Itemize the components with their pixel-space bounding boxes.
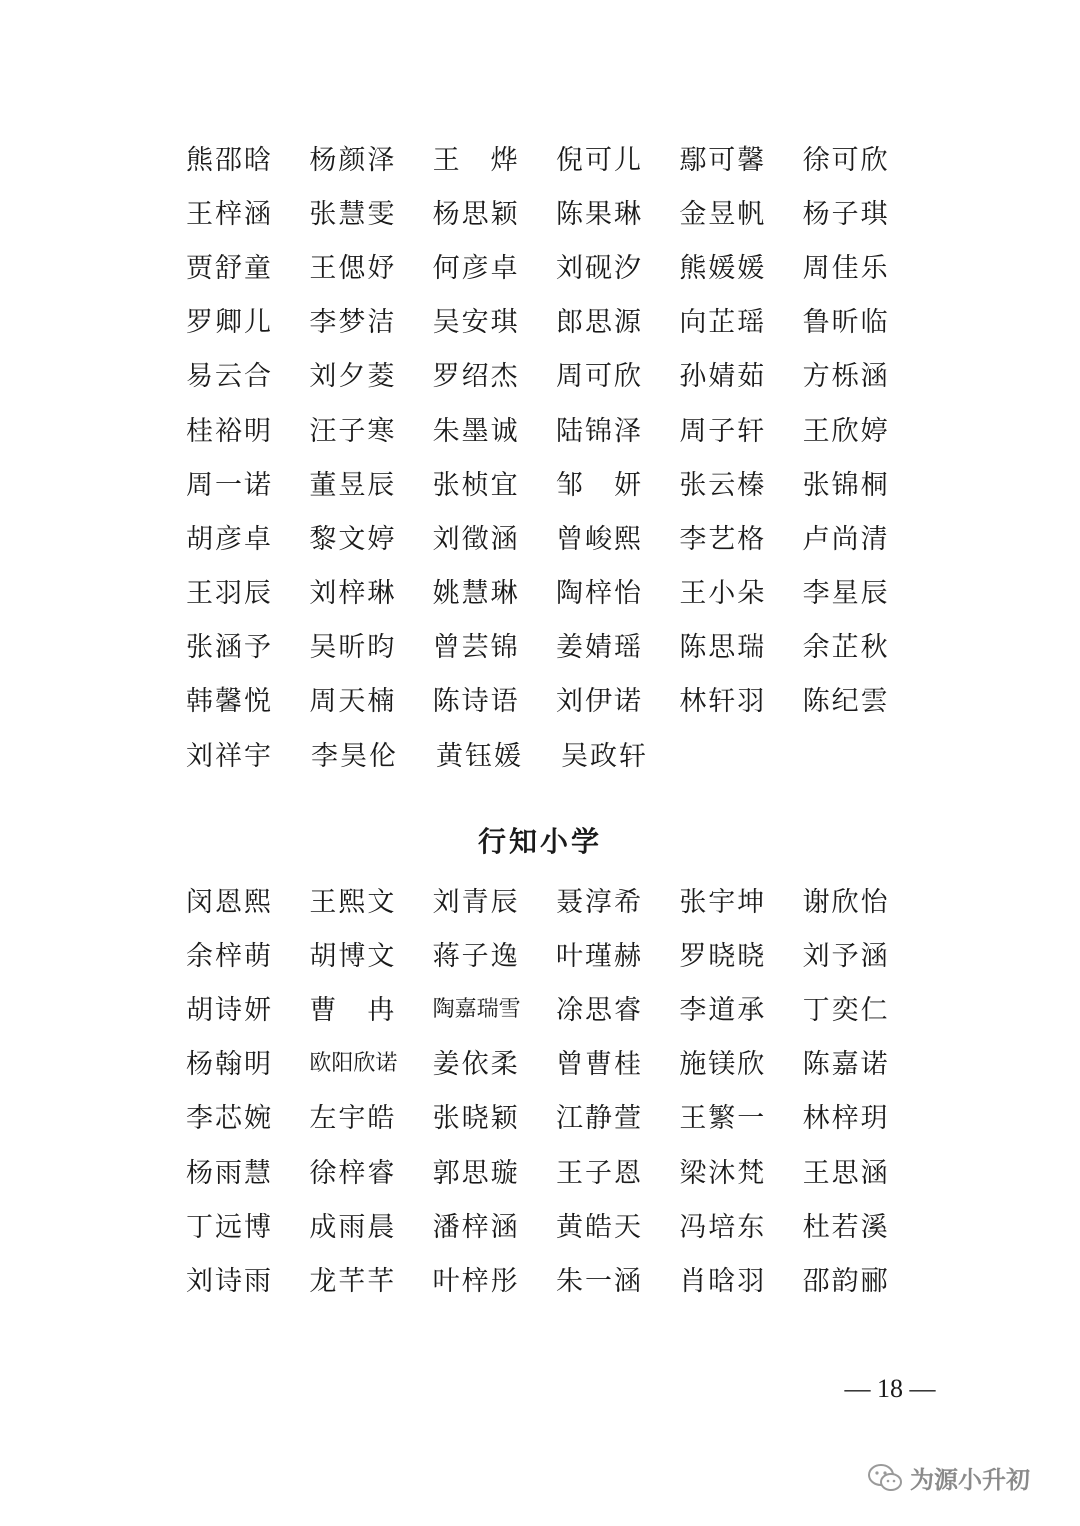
student-name: 姜婧瑶: [555, 632, 643, 664]
student-name: 何彦卓: [432, 252, 520, 284]
student-name: 王 烨: [432, 144, 520, 176]
student-name: 吴昕昀: [309, 632, 397, 664]
student-name: 李星辰: [802, 578, 890, 610]
student-name: 朱一涵: [555, 1265, 643, 1297]
student-name: 刘祥宇: [186, 740, 273, 772]
watermark: [866, 1460, 1030, 1495]
name-row: [186, 455, 926, 509]
student-name: 冯培东: [679, 1211, 767, 1243]
section-title: 行知小学: [477, 825, 602, 858]
student-name: 卢尚清: [802, 523, 890, 555]
student-name: 杨雨慧: [186, 1157, 273, 1189]
student-name: 陈思瑞: [679, 632, 767, 664]
student-name: 王羽辰: [186, 578, 273, 610]
name-row: [186, 872, 926, 926]
student-name: 罗晓晓: [679, 940, 767, 972]
student-name: 周天楠: [309, 686, 397, 718]
name-row: [186, 1035, 926, 1089]
student-name: 黄皓天: [555, 1211, 643, 1243]
student-name: 王思涵: [802, 1157, 890, 1189]
student-name: 邵韵郦: [802, 1265, 890, 1297]
student-name: 贾舒童: [186, 252, 273, 284]
student-name: 左宇皓: [309, 1103, 397, 1135]
student-name: 陈果琳: [555, 198, 643, 230]
name-list-block-2: [186, 872, 926, 1306]
student-name: 刘徵涵: [432, 523, 520, 555]
student-name: 聂淳希: [555, 886, 643, 918]
student-name: 曾芸锦: [432, 632, 520, 664]
name-row: [186, 618, 926, 672]
student-name: 林梓玥: [802, 1103, 890, 1135]
student-name: 凃思睿: [555, 994, 643, 1026]
name-row: [186, 980, 926, 1034]
student-name: 张宇坤: [679, 886, 767, 918]
student-name: 吴安琪: [432, 307, 520, 339]
name-row: [186, 1197, 926, 1251]
student-name: 肖晗羽: [679, 1265, 767, 1297]
student-name: 胡诗妍: [186, 994, 273, 1026]
student-name: 张锦桐: [802, 469, 890, 501]
student-name: 李道承: [679, 994, 767, 1026]
student-name: 曹 冉: [309, 994, 397, 1026]
student-name: 韩馨悦: [186, 686, 273, 718]
student-name: 叶瑾赫: [555, 940, 643, 972]
name-row: [186, 184, 926, 238]
student-name: 刘伊诺: [555, 686, 643, 718]
student-name: 胡博文: [309, 940, 397, 972]
student-name: 江静萱: [555, 1103, 643, 1135]
student-name: 张慧雯: [309, 198, 397, 230]
student-name: 杨思颖: [432, 198, 520, 230]
student-name: 李艺格: [679, 523, 767, 555]
student-name: 刘砚汐: [555, 252, 643, 284]
name-list-block-1: [186, 130, 926, 780]
student-name: 熊媛媛: [679, 252, 767, 284]
name-row: [186, 238, 926, 292]
student-name: 杨颜泽: [309, 144, 397, 176]
student-name: 周一诺: [186, 469, 273, 501]
student-name: 向芷瑶: [679, 307, 767, 339]
student-name: 董昱辰: [309, 469, 397, 501]
student-name: 余芷秋: [802, 632, 890, 664]
student-name: 刘夕菱: [309, 361, 397, 393]
student-name: 张晓颖: [432, 1103, 520, 1135]
student-name: 张涵予: [186, 632, 273, 664]
student-name: 徐梓睿: [309, 1157, 397, 1189]
student-name: 王子恩: [555, 1157, 643, 1189]
student-name: 龙芊芊: [309, 1265, 397, 1297]
student-name: 易云合: [186, 361, 273, 393]
student-name: 张桢宜: [432, 469, 520, 501]
name-row: [186, 509, 926, 563]
student-name: 李梦洁: [309, 307, 397, 339]
student-name: 李芯婉: [186, 1103, 273, 1135]
student-name: 朱墨诚: [432, 415, 520, 447]
student-name: 欧阳欣诺: [309, 1051, 398, 1077]
student-name: 刘予涵: [802, 940, 890, 972]
student-name: 叶梓彤: [432, 1265, 520, 1297]
name-row: [186, 564, 926, 618]
student-name: 梁沐梵: [679, 1157, 767, 1189]
student-name: 王欣婷: [802, 415, 890, 447]
name-row: [186, 672, 926, 726]
student-name: 熊邵晗: [186, 144, 273, 176]
student-name: 罗绍杰: [432, 361, 520, 393]
student-name: 曾峻熙: [555, 523, 643, 555]
student-name: 郎思源: [555, 307, 643, 339]
student-name: 王梓涵: [186, 198, 273, 230]
watermark-text: 为源小升初: [910, 1466, 1030, 1494]
student-name: 方栎涵: [802, 361, 890, 393]
student-name: 陈纪雲: [802, 686, 890, 718]
student-name: 王小朵: [679, 578, 767, 610]
page-number: — 18 —: [844, 1374, 936, 1403]
student-name: 徐可欣: [802, 144, 890, 176]
student-name: 邹 妍: [555, 469, 643, 501]
student-name: 金昱帆: [679, 198, 767, 230]
student-name: 蒋子逸: [432, 940, 520, 972]
name-row: [186, 130, 926, 184]
student-name: 周可欣: [555, 361, 643, 393]
student-name: 谢欣怡: [802, 886, 890, 918]
student-name: 周佳乐: [802, 252, 890, 284]
student-name: 张云榛: [679, 469, 767, 501]
student-name: 陈嘉诺: [802, 1049, 890, 1081]
student-name: 桂裕明: [186, 415, 273, 447]
student-name: 陶梓怡: [555, 578, 643, 610]
student-name: 丁奕仁: [802, 994, 890, 1026]
student-name: 孙婧茹: [679, 361, 767, 393]
student-name: 郭思璇: [432, 1157, 520, 1189]
name-row: [186, 401, 926, 455]
student-name: 陆锦泽: [555, 415, 643, 447]
student-name: 陈诗语: [432, 686, 520, 718]
student-name: 余梓萌: [186, 940, 273, 972]
student-name: 曾曹桂: [555, 1049, 643, 1081]
student-name: 罗卿儿: [186, 307, 273, 339]
student-name: 黄钰媛: [436, 740, 523, 772]
name-row: [186, 347, 926, 401]
student-name: 姚慧琳: [432, 578, 520, 610]
wechat-icon: [866, 1462, 904, 1494]
student-name: 杨翰明: [186, 1049, 273, 1081]
student-name: 王熙文: [309, 886, 397, 918]
student-name: 汪子寒: [309, 415, 397, 447]
student-name: 成雨晨: [309, 1211, 397, 1243]
student-name: 丁远博: [186, 1211, 273, 1243]
student-name: 刘青辰: [432, 886, 520, 918]
student-name: 王繁一: [679, 1103, 767, 1135]
student-name: 杜若溪: [802, 1211, 890, 1243]
name-row: [186, 1143, 926, 1197]
student-name: 周子轩: [679, 415, 767, 447]
name-row: [186, 293, 926, 347]
student-name: 吴政轩: [561, 740, 648, 772]
student-name: 杨子琪: [802, 198, 890, 230]
student-name: 王偲妤: [309, 252, 397, 284]
student-name: 倪可儿: [555, 144, 643, 176]
student-name: 黎文婷: [309, 523, 397, 555]
student-name: 刘梓琳: [309, 578, 397, 610]
name-row: [186, 1251, 926, 1305]
student-name: 林轩羽: [679, 686, 767, 718]
student-name: 刘诗雨: [186, 1265, 273, 1297]
student-name: 闵恩熙: [186, 886, 273, 918]
student-name: 陶嘉瑞雪: [432, 996, 521, 1022]
name-row: [186, 926, 926, 980]
student-name: 胡彦卓: [186, 523, 273, 555]
student-name: 潘梓涵: [432, 1211, 520, 1243]
name-row: [186, 1089, 926, 1143]
name-row: [186, 726, 926, 780]
student-name: 施镁欣: [679, 1049, 767, 1081]
student-name: 姜依柔: [432, 1049, 520, 1081]
student-name: 鲁昕临: [802, 307, 890, 339]
student-name: 鄢可馨: [679, 144, 767, 176]
student-name: 李昊伦: [311, 740, 398, 772]
